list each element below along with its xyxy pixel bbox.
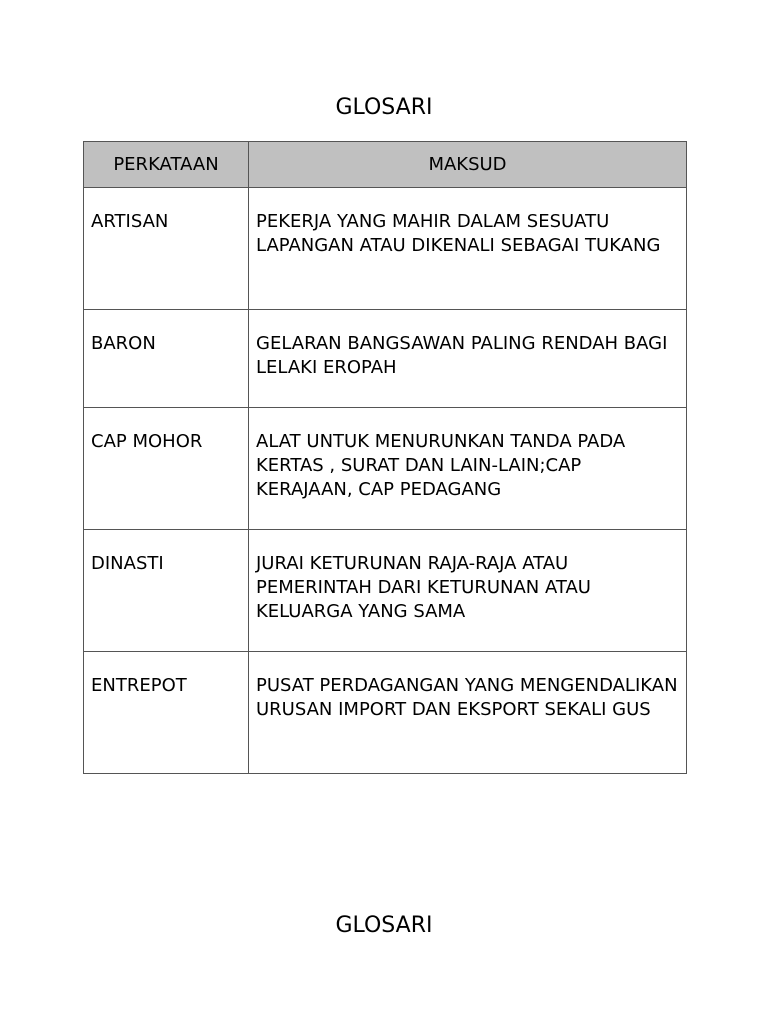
- table-row: [84, 408, 687, 530]
- glossary-table: [83, 141, 687, 774]
- column-header-meaning: MAKSUD: [249, 142, 687, 188]
- page-title: GLOSARI: [335, 95, 433, 120]
- meaning-cell: PUSAT PERDAGANGAN YANG MENGENDALIKAN URUSAN IMPORT DAN EKSPORT SEKALI GUS: [249, 652, 687, 774]
- page-title-repeat: GLOSARI: [335, 913, 433, 938]
- term-cell: CAP MOHOR: [84, 408, 249, 530]
- table-row: [84, 310, 687, 408]
- meaning-cell: JURAI KETURUNAN RAJA-RAJA ATAU PEMERINTAH DARI KETURUNAN ATAU KELUARGA YANG SAMA: [249, 530, 687, 652]
- meaning-cell: PEKERJA YANG MAHIR DALAM SESUATU LAPANGAN ATAU DIKENALI SEBAGAI TUKANG: [249, 188, 687, 310]
- meaning-cell: GELARAN BANGSAWAN PALING RENDAH BAGI LELAKI EROPAH: [249, 310, 687, 408]
- term-cell: BARON: [84, 310, 249, 408]
- table-row: [84, 530, 687, 652]
- term-cell: DINASTI: [84, 530, 249, 652]
- table-header-row: [84, 142, 687, 188]
- meaning-cell: ALAT UNTUK MENURUNKAN TANDA PADA KERTAS , SURAT DAN LAIN-LAIN;CAP KERAJAAN, CAP PEDAGANG: [249, 408, 687, 530]
- table-row: [84, 652, 687, 774]
- table-row: [84, 188, 687, 310]
- column-header-term: PERKATAAN: [84, 142, 249, 188]
- term-cell: ENTREPOT: [84, 652, 249, 774]
- term-cell: ARTISAN: [84, 188, 249, 310]
